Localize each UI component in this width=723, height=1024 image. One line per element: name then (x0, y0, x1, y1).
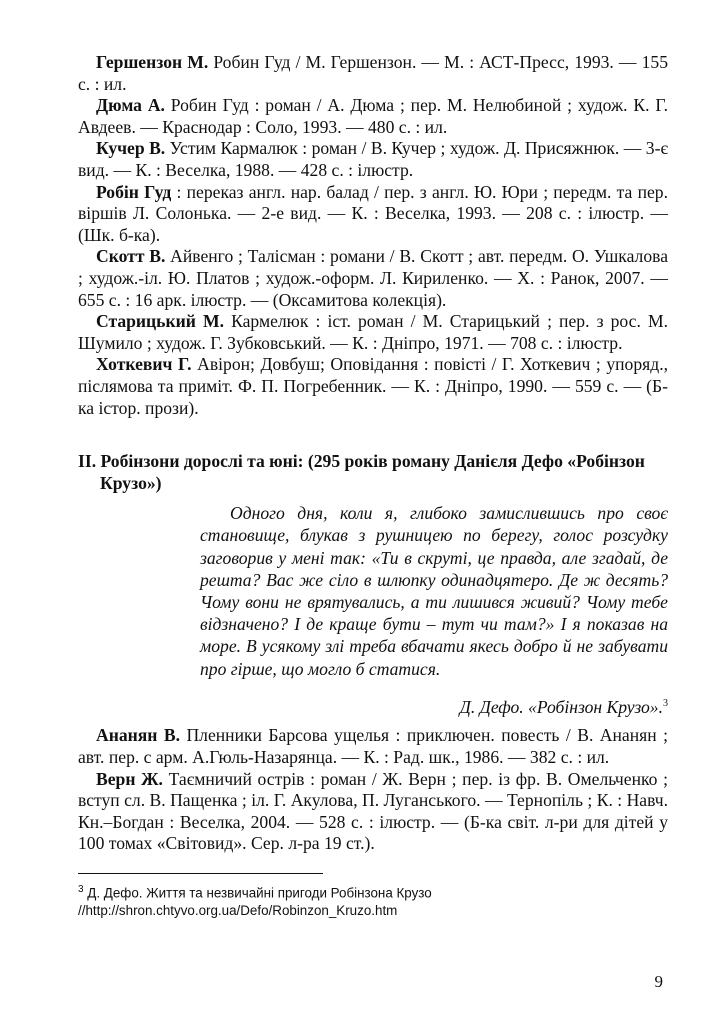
bib-text: : переказ англ. нар. балад / пер. з англ. Ю. Юри ; передм. та пер. віршів Л. Солонька. — 2-е вид. — К. : Веселка, 1993. — 208 с. : ілюстр. — (Шк. б-ка). (78, 181, 668, 245)
footnote: $^3$ Д. Дефо. Життя та незвичайні пригоди Робінзона Крузо //http://shron.chtyvo.org.ua/Defo/Robinzon_Kruzo.htm (78, 883, 432, 919)
bib-entry (78, 725, 668, 768)
footnote-ref: 3 (663, 698, 668, 710)
bib-entry (78, 138, 668, 181)
bib-text: Устим Кармалюк : роман / В. Кучер ; худож. Д. Присяжнюк. — 3-є вид. — К. : Веселка, 1988. — 428 с. : ілюстр. (78, 138, 668, 180)
bib-text: Кармелюк : іст. роман / М. Старицький ; пер. з рос. М. Шумило ; худож. Г. Зубковський. — К. : Дніпро, 1971. — 708 с. : ілюстр. (78, 311, 668, 353)
bib-author: Робін Гуд (96, 181, 172, 202)
bib-entry (78, 52, 668, 95)
bib-text: Робин Гуд / М. Гершензон. — М. : АСТ-Пресс, 1993. — 155 с. : ил. (78, 52, 668, 94)
bib-text: Авірон; Довбуш; Оповідання : повісті / Г. Хоткевич ; упоряд., післямова та приміт. Ф. П. Погребенник. — К. : Дніпро, 1990. — 559 с. — (Б-ка істор. прози). (78, 354, 668, 418)
footnote-divider (78, 873, 323, 874)
bib-author: Гершензон М. (96, 52, 209, 72)
bib-author: Дюма А. (96, 95, 165, 116)
bib-author: Кучер В. (96, 138, 166, 159)
bib-author: Верн Ж. (96, 768, 163, 789)
bib-text: Таємничий острів : роман / Ж. Верн ; пер. із фр. В. Омельченко ; вступ сл. В. Пащенка ; іл. Г. Акулова, П. Луганського. — Тернопіль ; К. : Навч. Кн.–Богдан : Веселка, 2004. — 528 с. : ілюстр. — (Б-ка світ. л-ри для дітей у 100 томах «Світовид». Сер. л-ра 19 ст.). (78, 768, 668, 854)
bib-author: Старицький М. (96, 311, 225, 332)
page-number: 9 (654, 972, 663, 991)
bib-author: Скотт В. (96, 246, 166, 267)
bib-entry (78, 769, 668, 855)
bibliography-list (78, 52, 668, 419)
epigraph-attribution: Д. Дефо. «Робінзон Крузо».$^3$ (459, 697, 668, 718)
page-content (78, 52, 668, 934)
section-heading: ІІ. Робінзони дорослі та юні: (295 років роману Данієля Дефо «Робінзон Крузо») (78, 451, 645, 494)
bibliography-list-2 (78, 725, 668, 855)
bib-author: Ананян В. (96, 725, 181, 746)
epigraph-quote: Одного дня, коли я, глибоко замислившись про своє становище, блукав з рушницею по берегу, голос розсудку заговорив у мені так: «Ти в скруті, це правда, але згадай, де решта? Вас же сіло в шлюпку одинадцятеро. Де ж десять? Чому вони не врятувались, а ти лишився живий? Чому тебе відзначено? І де краще бути – тут чи там?» І я показав на море. В усякому злі треба вбачати якесь добро й не забувати про гірше, що могло б статися. (200, 503, 668, 679)
bib-text: Айвенго ; Талісман : романи / В. Скотт ; авт. передм. О. Ушкалова ; худож.-іл. Ю. Платов ; худож.-оформ. Л. Кириленко. — Х. : Ранок, 2007. — 655 с. : 16 арк. ілюстр. — (Оксамитова колекція). (78, 246, 668, 310)
bib-entry (78, 354, 668, 419)
bib-entry (78, 246, 668, 311)
bib-text: Пленники Барсова ущелья : приключен. повесть / В. Ананян ; авт. пер. с арм. А.Гюль-Назарянца. — К. : Рад. шк., 1986. — 382 с. : ил. (78, 725, 668, 767)
bib-text: Робин Гуд : роман / А. Дюма ; пер. М. Нелюбиной ; худож. К. Г. Авдеев. — Краснодар : Соло, 1993. — 480 с. : ил. (78, 95, 668, 137)
bib-entry (78, 182, 668, 247)
bib-author: Хоткевич Г. (96, 354, 192, 375)
bib-entry (78, 311, 668, 354)
bib-entry (78, 95, 668, 138)
